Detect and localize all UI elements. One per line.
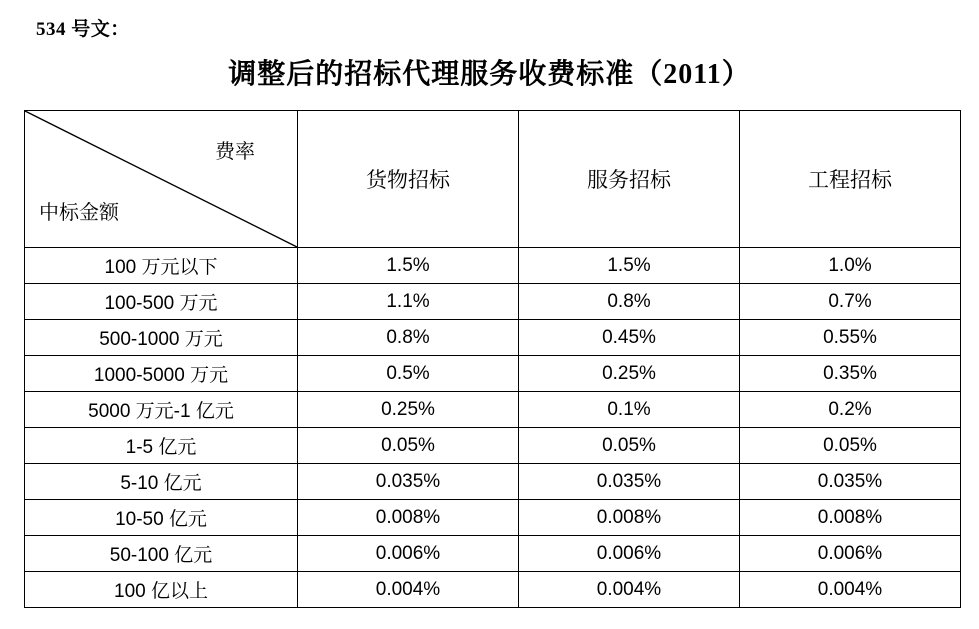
row-value-cell: 0.8% (298, 320, 519, 356)
table-row (25, 284, 961, 320)
row-label-cell (25, 536, 298, 572)
row-value-cell: 0.004% (519, 572, 740, 608)
fee-table-container (24, 110, 956, 608)
row-value-cell: 0.004% (740, 572, 961, 608)
row-label-cell (25, 500, 298, 536)
row-label: 100-500 万元 (104, 293, 218, 314)
row-label-cell (25, 428, 298, 464)
column-header-label: 服务招标 (587, 168, 671, 192)
row-value-cell: 0.035% (298, 464, 519, 500)
row-value-cell: 0.006% (740, 536, 961, 572)
table-row (25, 500, 961, 536)
row-value-cell: 0.2% (740, 392, 961, 428)
row-value-cell: 0.25% (519, 356, 740, 392)
row-value-cell: 0.8% (519, 284, 740, 320)
table-row (25, 320, 961, 356)
row-label: 5-10 亿元 (120, 473, 202, 494)
table-row (25, 536, 961, 572)
row-label-cell (25, 320, 298, 356)
row-label: 1000-5000 万元 (93, 365, 229, 386)
row-value-cell: 0.45% (519, 320, 740, 356)
row-label-cell (25, 392, 298, 428)
row-label: 50-100 亿元 (109, 545, 213, 566)
row-value-cell: 0.05% (298, 428, 519, 464)
row-value-cell: 0.008% (298, 500, 519, 536)
row-value-cell: 0.35% (740, 356, 961, 392)
row-value-cell: 0.55% (740, 320, 961, 356)
row-value-cell: 0.035% (519, 464, 740, 500)
corner-rate-label: 费率 (215, 141, 255, 163)
column-header-label: 工程招标 (808, 168, 892, 192)
row-value-cell: 0.006% (519, 536, 740, 572)
table-row (25, 572, 961, 608)
row-value-cell: 0.1% (519, 392, 740, 428)
row-value-cell: 1.1% (298, 284, 519, 320)
row-value-cell: 0.008% (740, 500, 961, 536)
row-value-cell: 0.035% (740, 464, 961, 500)
row-value-cell: 1.5% (298, 248, 519, 284)
column-header-label: 货物招标 (366, 168, 450, 192)
row-label: 500-1000 万元 (99, 329, 223, 350)
column-header-service (519, 111, 740, 248)
row-label-cell (25, 572, 298, 608)
document-note: 534 号文： (36, 19, 130, 40)
row-label-cell (25, 284, 298, 320)
corner-amount-label: 中标金额 (39, 202, 119, 224)
diagonal-divider-icon (25, 111, 297, 247)
table-corner-cell (25, 111, 298, 248)
row-value-cell: 0.7% (740, 284, 961, 320)
row-value-cell: 1.5% (519, 248, 740, 284)
row-value-cell: 0.25% (298, 392, 519, 428)
row-label: 10-50 亿元 (115, 509, 207, 530)
row-value-cell: 0.5% (298, 356, 519, 392)
row-value-cell: 0.008% (519, 500, 740, 536)
row-value-cell: 0.006% (298, 536, 519, 572)
table-row (25, 248, 961, 284)
column-header-engineering (740, 111, 961, 248)
row-label-cell (25, 356, 298, 392)
page-title: 调整后的招标代理服务收费标准（2011） (228, 59, 751, 90)
row-label-cell (25, 248, 298, 284)
column-header-goods (298, 111, 519, 248)
row-value-cell: 0.004% (298, 572, 519, 608)
row-value-cell: 1.0% (740, 248, 961, 284)
row-label: 5000 万元-1 亿元 (88, 401, 234, 422)
table-row (25, 392, 961, 428)
fee-standard-table (24, 110, 961, 608)
table-header-row (25, 111, 961, 248)
row-value-cell: 0.05% (740, 428, 961, 464)
row-label: 100 亿以上 (114, 581, 208, 602)
table-row (25, 464, 961, 500)
table-row (25, 428, 961, 464)
row-value-cell: 0.05% (519, 428, 740, 464)
table-row (25, 356, 961, 392)
row-label-cell (25, 464, 298, 500)
row-label: 100 万元以下 (104, 257, 218, 278)
row-label: 1-5 亿元 (125, 437, 197, 458)
